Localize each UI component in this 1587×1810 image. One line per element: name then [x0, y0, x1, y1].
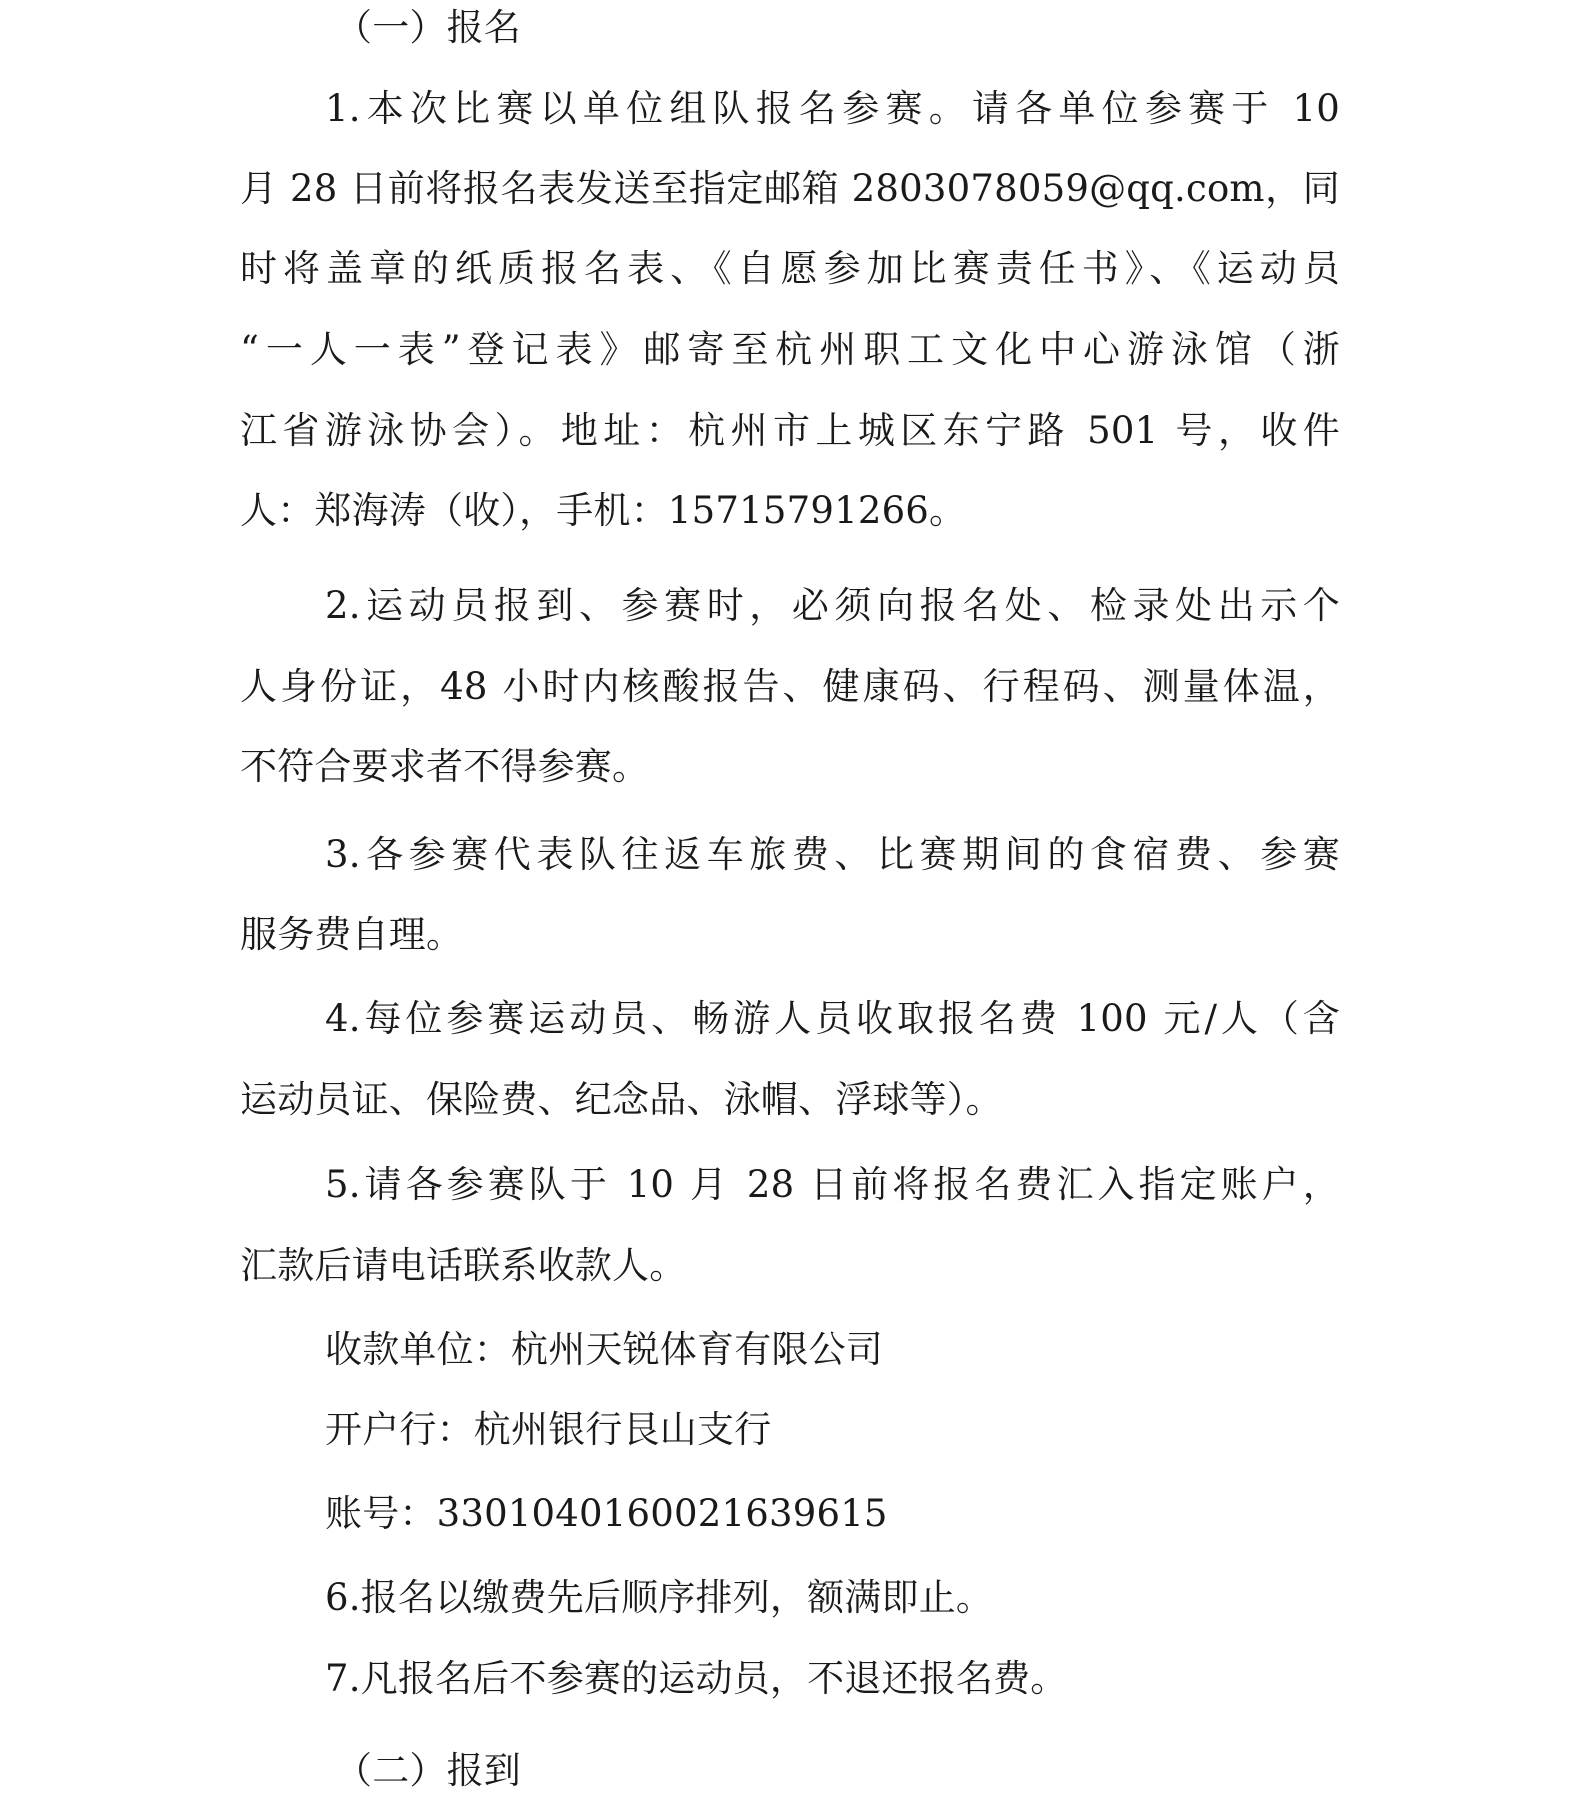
paragraph-1-line-4: “一人一表”登记表》邮寄至杭州职工文化中心游泳馆（浙: [240, 328, 1340, 371]
paragraph-1-line-1: 1.本次比赛以单位组队报名参赛。请各单位参赛于 10: [325, 87, 1340, 130]
paragraph-4-line-1: 4.每位参赛运动员、畅游人员收取报名费 100 元/人（含: [325, 997, 1340, 1040]
paragraph-6: 6.报名以缴费先后顺序排列，额满即止。: [325, 1576, 994, 1619]
paragraph-2-line-1: 2.运动员报到、参赛时，必须向报名处、检录处出示个: [325, 584, 1340, 627]
paragraph-1-line-2: 月 28 日前将报名表发送至指定邮箱 2803078059@qq.com，同: [240, 167, 1340, 210]
payee-line: 收款单位：杭州天锐体育有限公司: [325, 1328, 883, 1371]
paragraph-1-line-3: 时将盖章的纸质报名表、《自愿参加比赛责任书》、《运动员: [240, 247, 1340, 290]
account-line: 账号：3301040160021639615: [325, 1492, 888, 1535]
paragraph-2-line-2: 人身份证，48 小时内核酸报告、健康码、行程码、测量体温，: [240, 665, 1340, 708]
paragraph-5-line-1: 5.请各参赛队于 10 月 28 日前将报名费汇入指定账户，: [325, 1163, 1340, 1206]
paragraph-1-line-5: 江省游泳协会）。地址：杭州市上城区东宁路 501 号，收件: [240, 409, 1340, 452]
paragraph-3-line-2: 服务费自理。: [240, 913, 464, 956]
section-heading-registration: （一）报名: [335, 6, 521, 49]
paragraph-1-line-6: 人：郑海涛（收），手机：15715791266。: [240, 489, 967, 532]
paragraph-7: 7.凡报名后不参赛的运动员，不退还报名费。: [325, 1657, 1068, 1700]
bank-line: 开户行：杭州银行艮山支行: [325, 1408, 772, 1451]
section-heading-check-in: （二）报到: [335, 1749, 521, 1792]
paragraph-5-line-2: 汇款后请电话联系收款人。: [240, 1244, 687, 1287]
paragraph-3-line-1: 3.各参赛代表队往返车旅费、比赛期间的食宿费、参赛: [325, 833, 1340, 876]
paragraph-2-line-3: 不符合要求者不得参赛。: [240, 745, 650, 788]
paragraph-4-line-2: 运动员证、保险费、纪念品、泳帽、浮球等）。: [240, 1078, 1003, 1121]
